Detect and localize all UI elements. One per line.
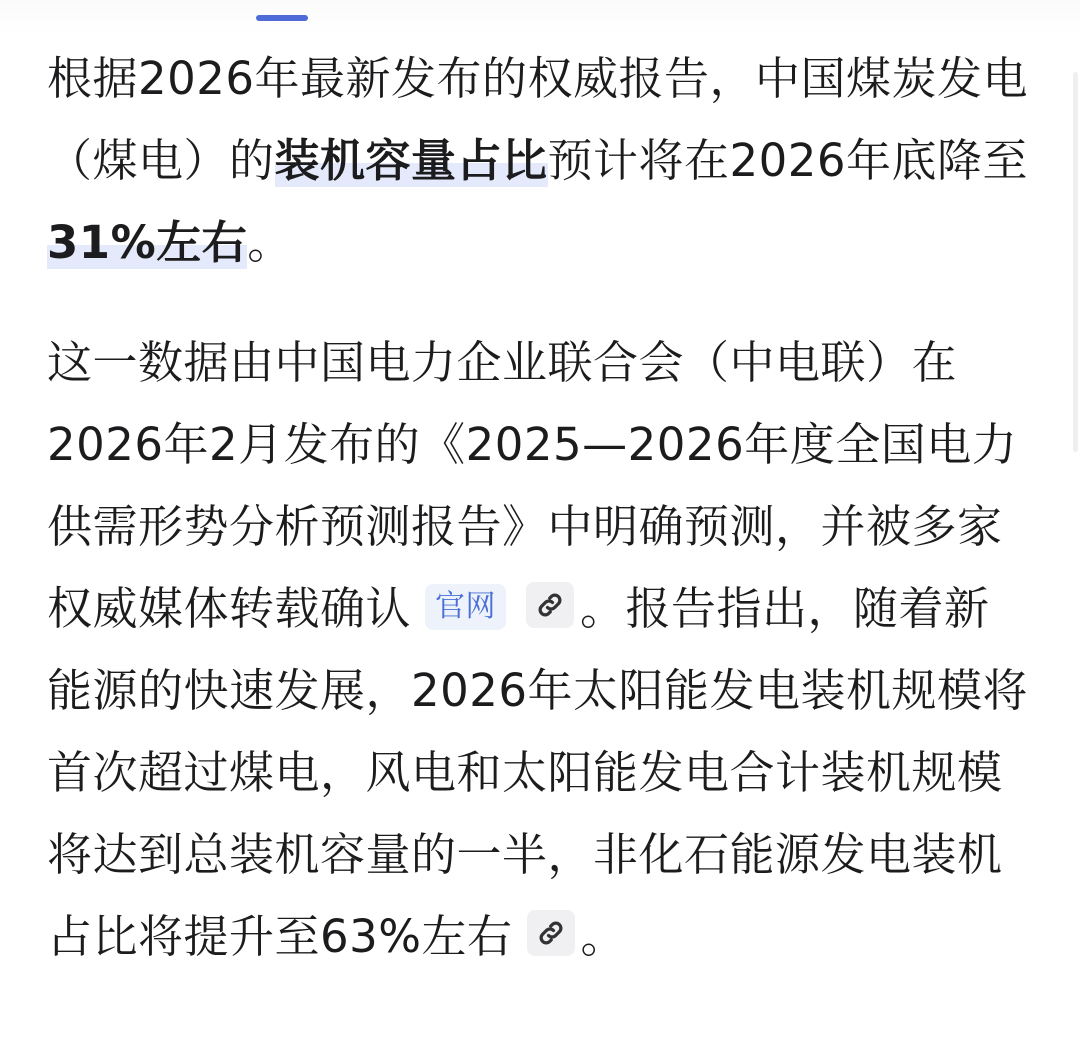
link-icon: [536, 918, 566, 948]
answer-content: [47, 38, 1032, 978]
paragraph-1: [47, 38, 1032, 284]
paragraph-1-text-3: 。: [247, 216, 293, 269]
paragraph-2-text-1: 这一数据由中国电力企业联合会（中电联）在2026年2月发布的《2025—2026年度全国电力供需形势分析预测报告》中明确预测，并被多家权威媒体转载确认: [47, 336, 1018, 635]
scrollbar[interactable]: [1073, 72, 1078, 452]
source-tag-official-site[interactable]: 官网: [425, 584, 506, 630]
top-bar: [0, 0, 1080, 34]
paragraph-2: [47, 322, 1032, 978]
tab-indicator: [256, 15, 308, 21]
paragraph-1-text-1: 根据2026年最新发布的权威报告，中国煤炭发电（煤电）的: [47, 52, 1029, 187]
highlight-percentage: 31%左右: [47, 216, 248, 269]
paragraph-2-text-2: 。报告指出，随着新能源的快速发展，2026年太阳能发电装机规模将首次超过煤电，风电和太阳能发电合计装机规模将达到总装机容量的一半，非化石能源发电装机占比将提升至63%左右: [47, 582, 1029, 963]
paragraph-1-text-2: 预计将在2026年底降至: [547, 134, 1029, 187]
paragraph-2-text-3: 。: [580, 910, 627, 963]
citation-link-button-2[interactable]: [527, 910, 575, 956]
citation-link-button-1[interactable]: [526, 582, 574, 628]
link-icon: [535, 590, 565, 620]
highlight-capacity-share: 装机容量占比: [274, 134, 548, 187]
